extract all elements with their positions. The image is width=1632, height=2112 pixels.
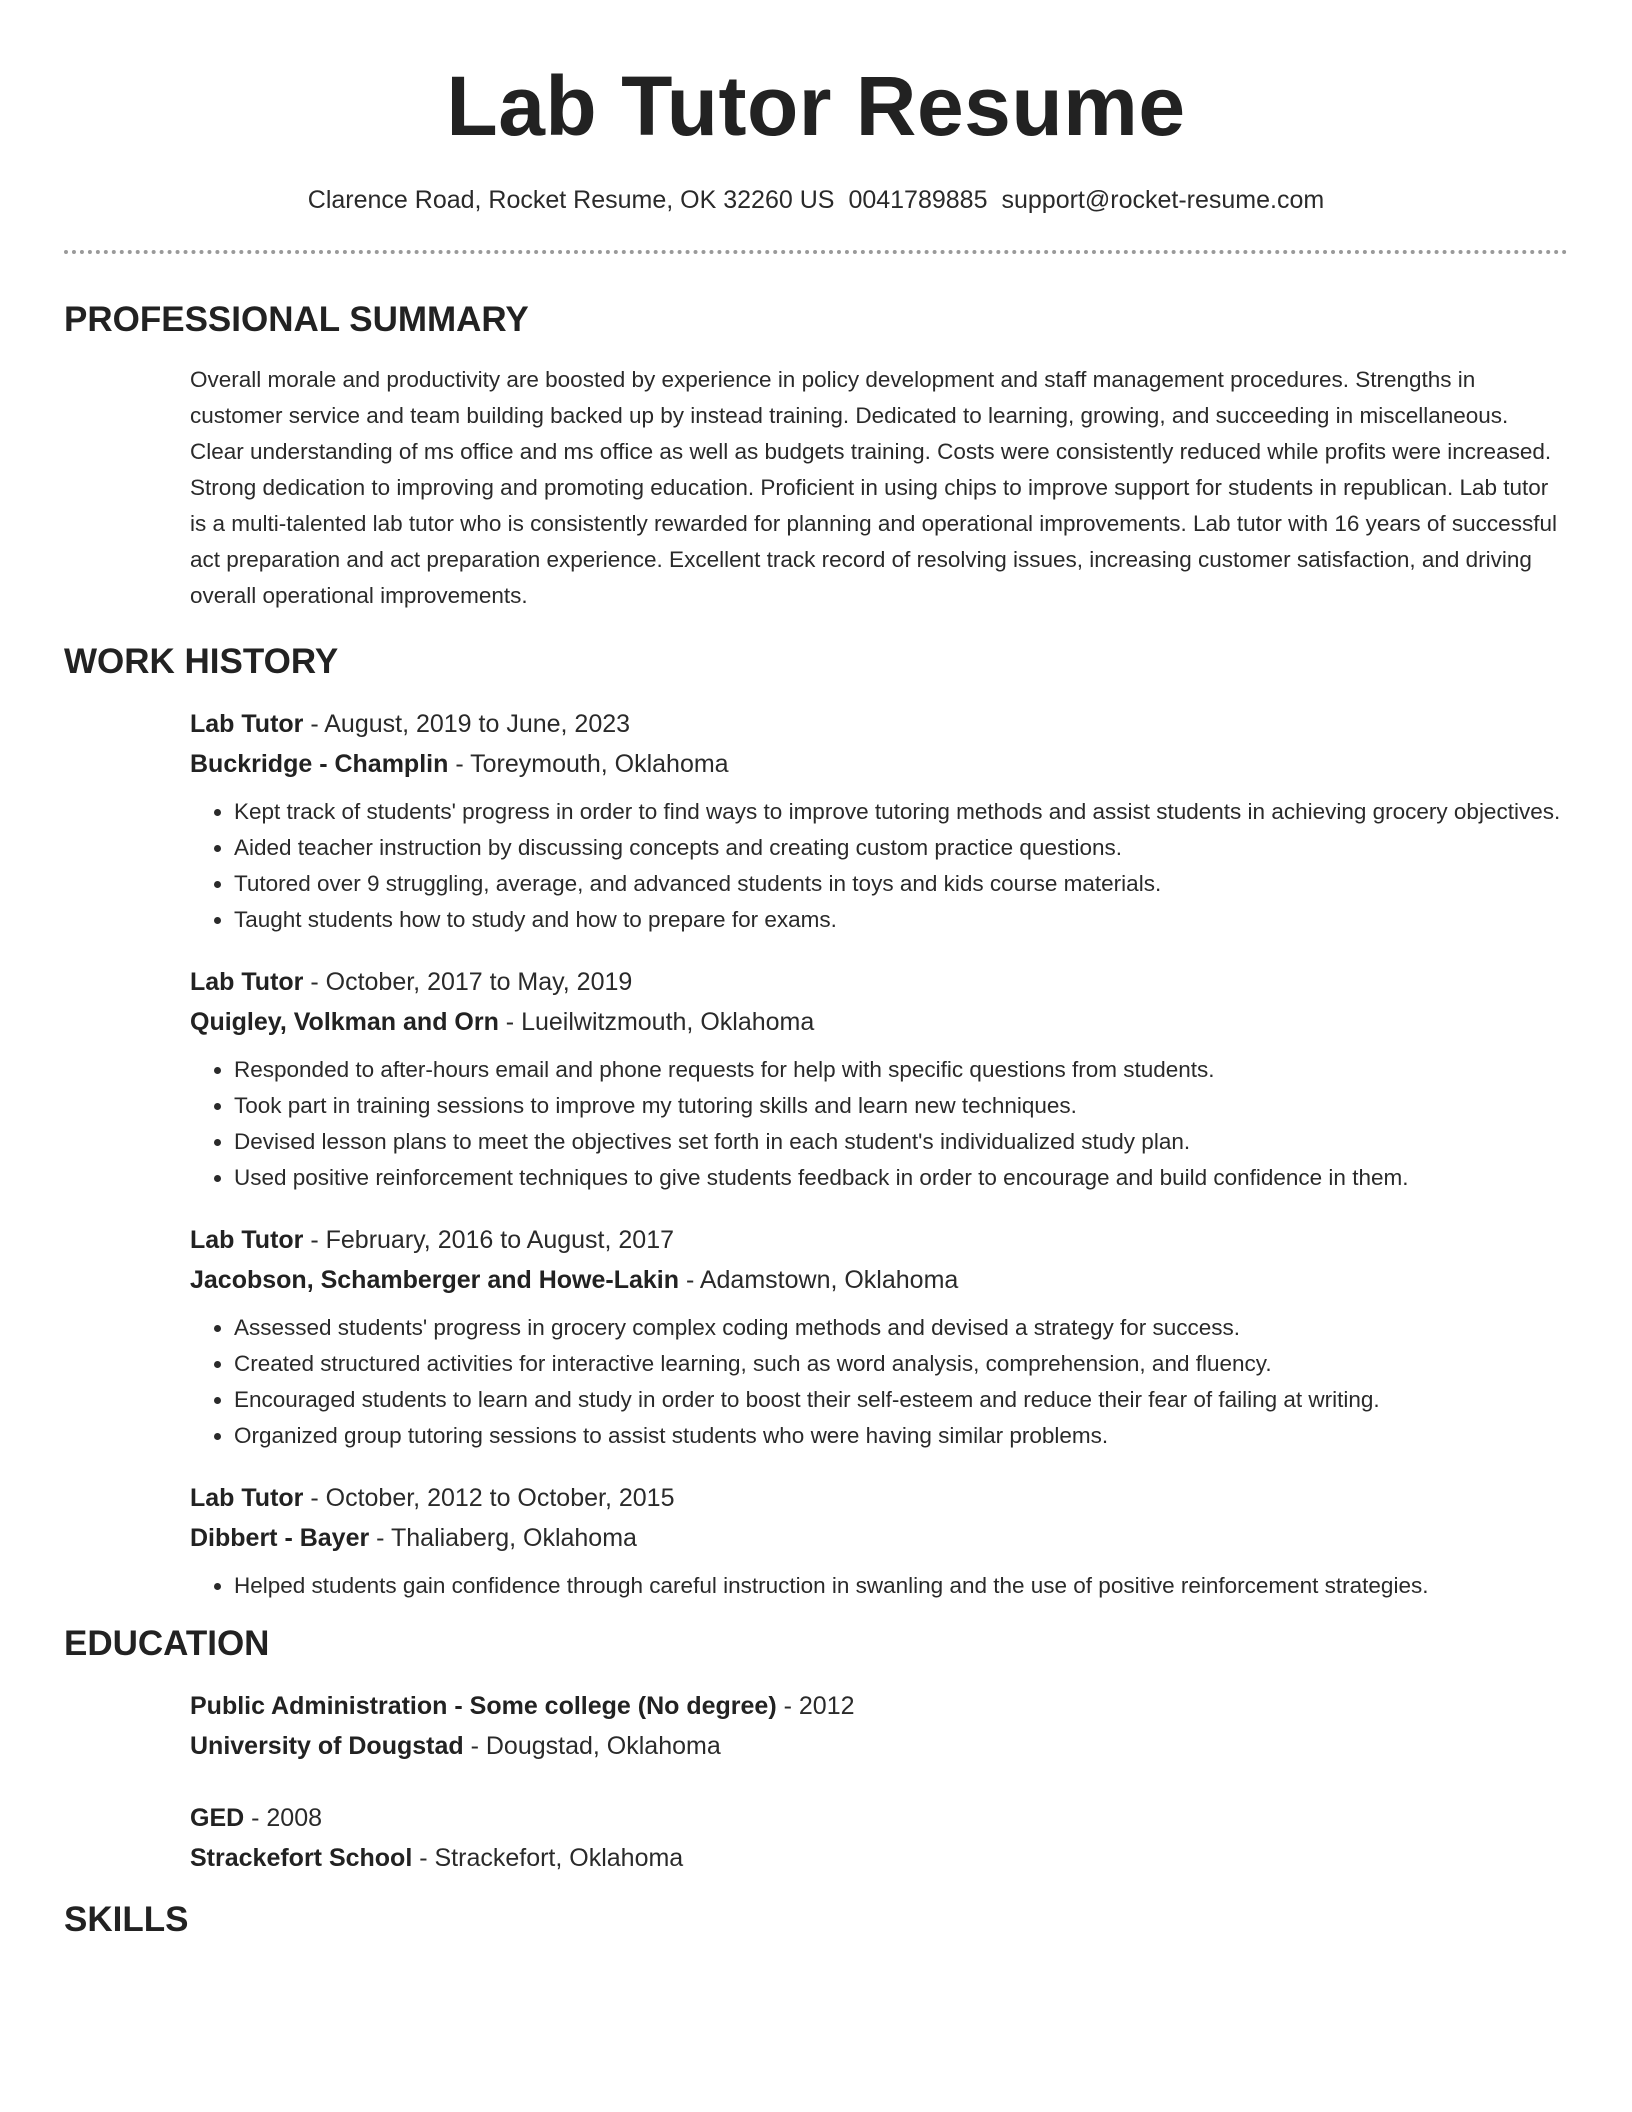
list-item: • Aided teacher instruction by discussing concepts and creating custom practice questions. [234,830,1568,866]
job-list [190,704,1568,1604]
contact-email: support@rocket-resume.com [1001,186,1325,214]
section-summary [64,298,1568,614]
job-title: Lab Tutor [190,968,304,996]
job-company-line [190,1518,1568,1558]
job-title-line [190,962,1568,1002]
job-title: Lab Tutor [190,710,304,738]
education-school-line [190,1726,1568,1766]
education-degree-line [190,1798,1568,1838]
section-education [64,1622,1568,1878]
job-entry [190,704,1568,938]
education-school-line [190,1838,1568,1878]
education-location: - Dougstad, Oklahoma [463,1732,721,1760]
job-company: Jacobson, Schamberger and Howe-Lakin [190,1266,680,1294]
job-company-line [190,1260,1568,1300]
header-divider [64,250,1568,254]
education-degree-line [190,1686,1568,1726]
job-company: Buckridge - Champlin [190,750,449,778]
section-work-history [64,640,1568,1604]
job-title-line [190,704,1568,744]
job-title-line [190,1478,1568,1518]
job-company-line [190,1002,1568,1042]
education-location: - Strackefort, Oklahoma [412,1844,684,1872]
job-location: - Lueilwitzmouth, Oklahoma [498,1008,815,1036]
contact-address: Clarence Road, Rocket Resume, OK 32260 US [307,186,835,214]
resume-title: Lab Tutor Resume [446,59,1186,153]
list-item: • Created structured activities for interactive learning, such as word analysis, comprehension, and fluency. [234,1346,1568,1382]
list-item: • Took part in training sessions to improve my tutoring skills and learn new techniques. [234,1088,1568,1124]
job-entry [190,962,1568,1196]
job-location: - Adamstown, Oklahoma [679,1266,959,1294]
job-title: Lab Tutor [190,1226,304,1254]
job-company: Dibbert - Bayer [190,1524,370,1552]
contact-info [64,182,1568,218]
job-bullets [190,794,1568,938]
section-heading-summary: PROFESSIONAL SUMMARY [64,300,529,339]
job-company: Quigley, Volkman and Orn [190,1008,499,1036]
list-item: • Devised lesson plans to meet the objectives set forth in each student's individualized study plan. [234,1124,1568,1160]
job-bullets [190,1568,1568,1604]
job-bullets [190,1310,1568,1454]
education-year: - 2012 [776,1692,855,1720]
list-item: • Taught students how to study and how to prepare for exams. [234,902,1568,938]
job-entry [190,1478,1568,1604]
section-heading-work: WORK HISTORY [64,642,339,681]
list-item: • Assessed students' progress in grocery complex coding methods and devised a strategy for success. [234,1310,1568,1346]
job-title-line [190,1220,1568,1260]
education-list [190,1686,1568,1878]
job-entry [190,1220,1568,1454]
education-degree: Public Administration - Some college (No degree) [190,1692,777,1720]
education-entry [190,1686,1568,1766]
list-item: • Tutored over 9 struggling, average, and advanced students in toys and kids course materials. [234,866,1568,902]
education-school: University of Dougstad [190,1732,464,1760]
list-item: • Organized group tutoring sessions to assist students who were having similar problems. [234,1418,1568,1454]
job-dates: - February, 2016 to August, 2017 [303,1226,675,1254]
section-skills [64,1898,1568,1942]
education-entry [190,1798,1568,1878]
list-item: • Used positive reinforcement techniques to give students feedback in order to encourage and build confidence in them. [234,1160,1568,1196]
list-item: • Encouraged students to learn and study in order to boost their self-esteem and reduce their fear of failing at writing. [234,1382,1568,1418]
list-item: • Helped students gain confidence through careful instruction in swanling and the use of positive reinforcement strategies. [234,1568,1568,1604]
education-degree: GED [190,1804,245,1832]
job-dates: - October, 2012 to October, 2015 [303,1484,675,1512]
job-location: - Thaliaberg, Oklahoma [369,1524,637,1552]
list-item: • Responded to after-hours email and phone requests for help with specific questions from students. [234,1052,1568,1088]
section-heading-skills: SKILLS [64,1900,189,1939]
job-company-line [190,744,1568,784]
section-heading-education: EDUCATION [64,1624,270,1663]
list-item: • Kept track of students' progress in order to find ways to improve tutoring methods and assist students in achieving grocery objectives. [234,794,1568,830]
job-dates: - October, 2017 to May, 2019 [303,968,633,996]
contact-phone: 0041789885 [848,186,988,214]
education-year: - 2008 [244,1804,323,1832]
job-bullets [190,1052,1568,1196]
job-location: - Toreymouth, Oklahoma [448,750,729,778]
job-dates: - August, 2019 to June, 2023 [303,710,631,738]
job-title: Lab Tutor [190,1484,304,1512]
education-school: Strackefort School [190,1844,413,1872]
resume-page [64,0,1568,1942]
summary-text: Overall morale and productivity are boosted by experience in policy development and staff management procedures. Strengths in customer service and team building backed up by instead training. Dedicated to learning, growing, and succeeding in miscellaneous. Clear understanding of ms office and ms office as well as budgets training. Costs were consistently reduced while profits were increased. Strong dedication to improving and promoting education. Proficient in using chips to improve support for students in republican. Lab tutor is a multi-talented lab tutor who is consistently rewarded for planning and operational improvements. Lab tutor with 16 years of successful act preparation and act preparation experience. Excellent track record of resolving issues, increasing customer satisfaction, and driving overall operational improvements. [190,367,1557,608]
